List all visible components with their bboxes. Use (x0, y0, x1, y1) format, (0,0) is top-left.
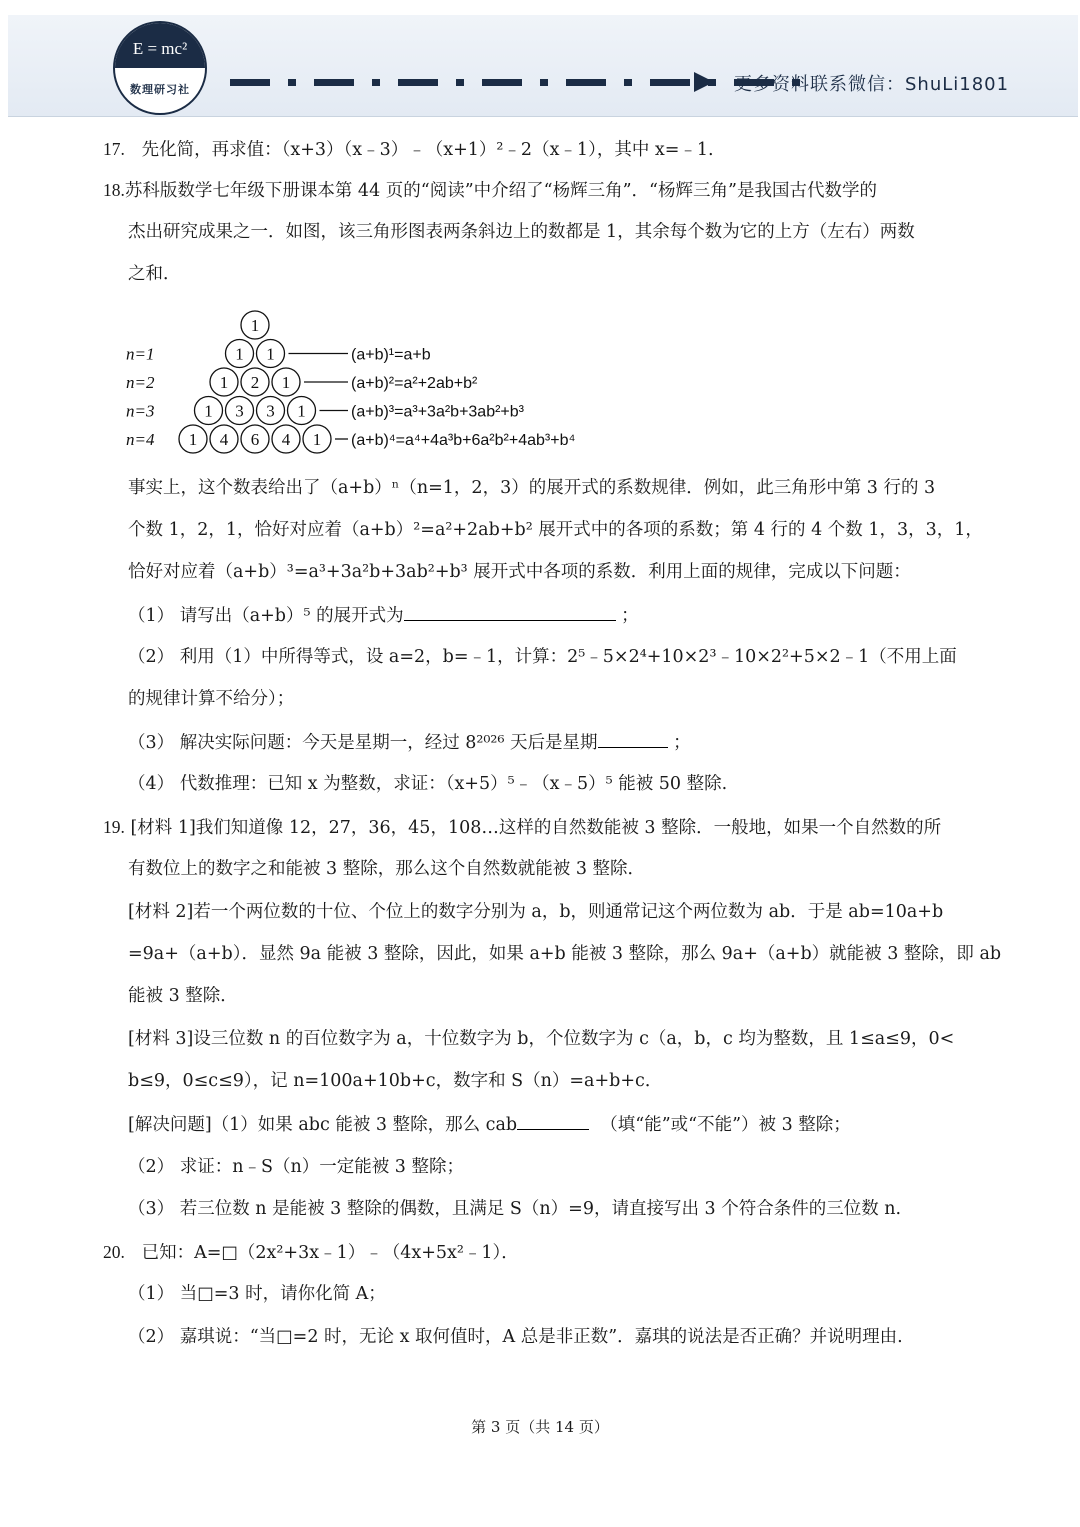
yang-hui-triangle-figure (120, 306, 640, 458)
part-text: （1） 请写出（a+b）⁵ 的展开式为 (128, 606, 404, 626)
question-18-part-1 (128, 603, 639, 628)
question-19-m3-1: [材料 3]设三位数 n 的百位数字为 a，十位数字为 b，个位数字为 c（a，b，c 均为整数，且 1≤a≤9，0< (128, 1029, 955, 1049)
question-18-intro-2: 杰出研究成果之一．如图，该三角形图表两条斜边上的数都是 1，其余每个数为它的上方（左右）两数 (128, 222, 915, 242)
row-label: n=3 (126, 401, 155, 421)
question-18-part-4: （4） 代数推理：已知 x 为整数，求证：（x+5）⁵﹣（x﹣5）⁵ 能被 50 整除. (128, 774, 728, 794)
page-number: 第 3 页（共 14 页） (471, 1418, 609, 1436)
page-header (8, 15, 1078, 117)
question-19-m2-2: =9a+（a+b）．显然 9a 能被 3 整除，因此，如果 a+b 能被 3 整除，那么 9a+（a+b）就能被 3 整除，即 ab (128, 944, 1002, 964)
binomial-expansion: (a+b)³=a³+3a²b+3ab²+b³ (351, 403, 524, 421)
question-18-body-3: 恰好对应着（a+b）³=a³+3a²b+3ab²+b³ 展开式中各项的系数．利用上面的规律，完成以下问题： (128, 562, 911, 582)
question-20-part-1: （1） 当□=3 时，请你化简 A； (128, 1284, 386, 1304)
question-number: 17. (103, 139, 125, 159)
row-label: n=4 (126, 430, 155, 449)
triangle-cell-value: 1 (188, 430, 198, 449)
part-end: ； (621, 606, 639, 626)
triangle-cell-value: 3 (235, 401, 244, 421)
logo (113, 21, 207, 115)
answer-blank[interactable] (517, 1112, 589, 1130)
question-18-part-2-1: （2） 利用（1）中所得等式，设 a=2，b=﹣1，计算：2⁵﹣5×2⁴+10×2³﹣10×2²+5×2﹣1（不用上面 (128, 647, 957, 667)
triangle-cell-value: 1 (219, 373, 229, 392)
arrow-right-icon (694, 72, 714, 92)
triangle-cell-value: 2 (250, 373, 260, 392)
binomial-expansion: (a+b)⁴=a⁴+4a³b+6a²b²+4ab³+b⁴ (351, 432, 576, 449)
row-label: n=2 (126, 373, 155, 392)
answer-blank[interactable] (404, 603, 616, 621)
question-19-solve-3: （3） 若三位数 n 是能被 3 整除的偶数，且满足 S（n）=9，请直接写出 3 个符合条件的三位数 n. (128, 1199, 902, 1219)
row-label: n=1 (126, 344, 155, 364)
question-number: 20. (103, 1242, 125, 1262)
question-20-part-2: （2） 嘉琪说：“当□=2 时，无论 x 取何值时，A 总是非正数”．嘉琪的说法是否正确？并说明理由. (128, 1327, 903, 1347)
decorative-dash-line (230, 78, 800, 86)
answer-blank[interactable] (598, 730, 668, 748)
question-text: 苏科版数学七年级下册课本第 44 页的“阅读”中介绍了“杨辉三角”．“杨辉三角”是我国古代数学的 (124, 181, 877, 201)
question-18-part-2-2: 的规律计算不给分）； (128, 689, 295, 709)
question-18-intro-1 (103, 178, 877, 203)
question-text: 先化简，再求值：（x+3）（x﹣3）﹣（x+1）²﹣2（x﹣1），其中 x=﹣1. (141, 140, 714, 160)
triangle-cell-value: 3 (266, 401, 275, 421)
question-18-body-1: 事实上，这个数表给出了（a+b）ⁿ（n=1，2，3）的展开式的系数规律．例如，此三角形中第 3 行的 3 (128, 478, 936, 498)
triangle-cell-value: 1 (266, 344, 275, 364)
binomial-expansion: (a+b)²=a²+2ab+b² (351, 375, 478, 392)
question-18-part-3 (128, 730, 691, 755)
part-end: （填“能”或“不能”）被 3 整除； (600, 1115, 851, 1135)
question-18-intro-3: 之和． (128, 264, 181, 284)
question-19-m2-3: 能被 3 整除． (128, 986, 238, 1006)
question-19-solve-1 (128, 1112, 851, 1137)
part-text: （3） 解决实际问题：今天是星期一，经过 8²⁰²⁶ 天后是星期 (128, 733, 598, 753)
question-19-m3-2: b≤9，0≤c≤9），记 n=100a+10b+c，数字和 S（n）=a+b+c． (128, 1071, 663, 1091)
question-20 (103, 1240, 519, 1265)
question-text: [材料 1]我们知道像 12，27，36，45，108…这样的自然数能被 3 整除．一般地，如果一个自然数的所 (130, 818, 942, 838)
triangle-cell-value: 1 (204, 401, 213, 421)
question-19-solve-2: （2） 求证：n﹣S（n）一定能被 3 整除； (128, 1157, 464, 1177)
triangle-cell-value: 4 (219, 430, 229, 449)
triangle-cell-value: 1 (281, 373, 291, 392)
logo-formula: E = mc² (132, 39, 188, 58)
part-text: [解决问题]（1）如果 abc 能被 3 整除，那么 cab (128, 1115, 518, 1135)
question-19-m1-1 (103, 815, 941, 840)
question-19-m1-2: 有数位上的数字之和能被 3 整除，那么这个自然数就能被 3 整除． (128, 859, 646, 879)
question-text: 已知：A=□（2x²+3x﹣1）﹣（4x+5x²﹣1）． (141, 1243, 519, 1263)
triangle-cell-value: 4 (281, 430, 291, 449)
question-17 (103, 137, 714, 162)
question-number: 19. (103, 817, 125, 837)
question-18-body-2: 个数 1，2，1，恰好对应着（a+b）²=a²+2ab+b² 展开式中的各项的系数；第 4 行的 4 个数 1，3，3，1， (128, 520, 983, 540)
question-number: 18. (103, 180, 125, 200)
triangle-cell-value: 1 (312, 430, 322, 449)
binomial-expansion: (a+b)¹=a+b (351, 346, 431, 364)
triangle-cell-value: 1 (297, 401, 306, 421)
logo-name: 数理研习社 (130, 83, 190, 96)
triangle-cell-value: 6 (250, 430, 260, 449)
part-end: ； (673, 733, 691, 753)
triangle-cell-value: 1 (250, 316, 260, 335)
triangle-cell-value: 1 (235, 344, 244, 364)
question-19-m2-1: [材料 2]若一个两位数的十位、个位上的数字分别为 a，b，则通常记这个两位数为 ab．于是 ab=10a+b (128, 902, 944, 922)
contact-info: 更多资料联系微信：ShuLi1801 (734, 74, 1010, 95)
